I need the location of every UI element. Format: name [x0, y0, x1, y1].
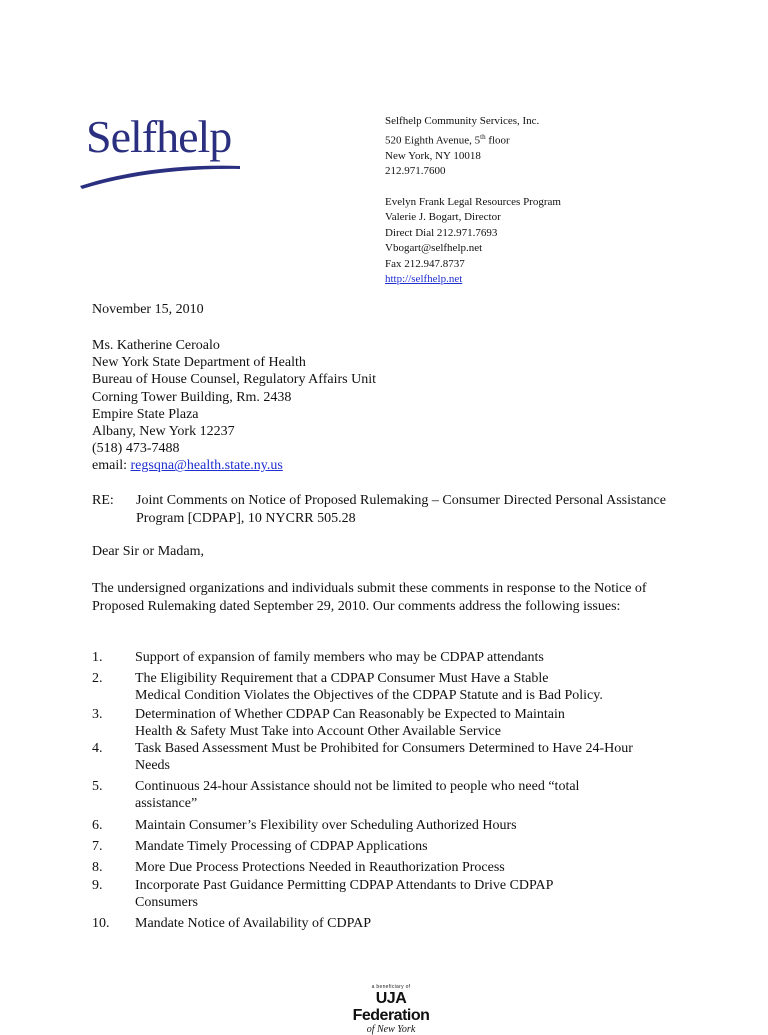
item-text	[135, 838, 695, 855]
item-line: Mandate Timely Processing of CDPAP Applications	[135, 839, 428, 854]
salutation: Dear Sir or Madam,	[92, 544, 204, 559]
footer-beneficiary: a beneficiary of	[371, 984, 411, 990]
program-line: Vbogart@selfhelp.net	[385, 242, 483, 255]
item-text	[135, 649, 695, 666]
recipient-line: Empire State Plaza	[92, 406, 199, 422]
program-line: Fax 212.947.8737	[385, 257, 465, 270]
item-number: 7.	[92, 839, 103, 854]
item-text	[135, 817, 695, 834]
item-number: 9.	[92, 878, 103, 893]
item-line: Mandate Notice of Availability of CDPAP	[135, 916, 372, 931]
recipient-email-line	[92, 457, 376, 474]
org-address-floor: floor	[485, 134, 510, 147]
item-number: 1.	[92, 650, 103, 665]
item-text	[135, 915, 695, 932]
logo-swoosh-icon	[78, 156, 248, 190]
program-line: Direct Dial 212.971.7693	[385, 226, 498, 239]
item-line: Incorporate Past Guidance Permitting CDPAP Attendants to Drive CDPAP	[135, 878, 554, 893]
org-line: 212.971.7600	[385, 165, 446, 178]
re-label: RE:	[92, 493, 114, 508]
item-number: 10.	[92, 916, 110, 931]
item-line: The Eligibility Requirement that a CDPAP Consumer Must Have a Stable	[135, 671, 549, 686]
org-line: New York, NY 10018	[385, 149, 481, 162]
item-line: Task Based Assessment Must be Prohibited for Consumers Determined to Have 24-Hour	[135, 741, 633, 756]
website-link[interactable]: http://selfhelp.net	[385, 273, 463, 286]
uja-federation-logo	[336, 984, 446, 1035]
selfhelp-logo	[78, 108, 248, 190]
letterhead	[385, 114, 561, 288]
item-number: 3.	[92, 707, 103, 722]
logo-wordmark: Selfhelp	[86, 111, 232, 162]
footer-org-sub: of New York	[366, 1024, 416, 1035]
org-address-sup: th	[480, 132, 486, 141]
recipient-line: Bureau of House Counsel, Regulatory Affairs Unit	[92, 372, 376, 388]
item-line: Consumers	[135, 895, 198, 911]
item-line: Support of expansion of family members who may be CDPAP attendants	[135, 650, 544, 665]
recipient-address	[92, 337, 376, 475]
item-line: Determination of Whether CDPAP Can Reasonably be Expected to Maintain	[135, 707, 565, 722]
item-line: Needs	[135, 758, 170, 774]
item-text	[135, 877, 695, 911]
program-line: Evelyn Frank Legal Resources Program	[385, 195, 561, 208]
intro-paragraph: The undersigned organizations and individuals submit these comments in response to the Notice of Proposed Rulemaking dated September 29, 2010. Our comments address the following issues:	[92, 581, 647, 614]
org-line: Selfhelp Community Services, Inc.	[385, 115, 540, 127]
item-text	[135, 778, 695, 812]
re-text: Joint Comments on Notice of Proposed Rulemaking – Consumer Directed Personal Assistance Program [CDPAP], 10 NYCRR 505.28	[136, 493, 666, 526]
item-text	[135, 706, 695, 740]
item-number: 5.	[92, 779, 103, 794]
item-number: 4.	[92, 741, 103, 756]
item-line: Continuous 24-hour Assistance should not be limited to people who need “total	[135, 779, 580, 794]
footer-org-name: UJA Federation	[352, 990, 430, 1024]
item-number: 6.	[92, 818, 103, 833]
item-text	[135, 740, 695, 774]
letter-date: November 15, 2010	[92, 302, 204, 317]
recipient-line: Corning Tower Building, Rm. 2438	[92, 389, 292, 405]
item-text	[135, 670, 695, 704]
item-number: 2.	[92, 671, 103, 686]
item-line: Maintain Consumer’s Flexibility over Scheduling Authorized Hours	[135, 818, 517, 833]
org-line	[385, 130, 561, 149]
item-line: Health & Safety Must Take into Account Other Available Service	[135, 724, 501, 740]
item-text	[135, 859, 695, 876]
recipient-line: New York State Department of Health	[92, 355, 306, 371]
item-line: Medical Condition Violates the Objectives of the CDPAP Statute and is Bad Policy.	[135, 688, 603, 704]
item-line: assistance”	[135, 796, 198, 812]
email-label: email:	[92, 458, 131, 474]
recipient-line: Ms. Katherine Ceroalo	[92, 338, 220, 353]
program-line: Valerie J. Bogart, Director	[385, 211, 501, 224]
item-line: More Due Process Protections Needed in Reauthorization Process	[135, 860, 505, 875]
org-address: 520 Eighth Avenue, 5	[385, 134, 481, 147]
recipient-line: (518) 473-7488	[92, 441, 180, 457]
recipient-line: Albany, New York 12237	[92, 424, 235, 440]
recipient-email-link[interactable]: regsqna@health.state.ny.us	[130, 458, 283, 474]
item-number: 8.	[92, 860, 103, 875]
